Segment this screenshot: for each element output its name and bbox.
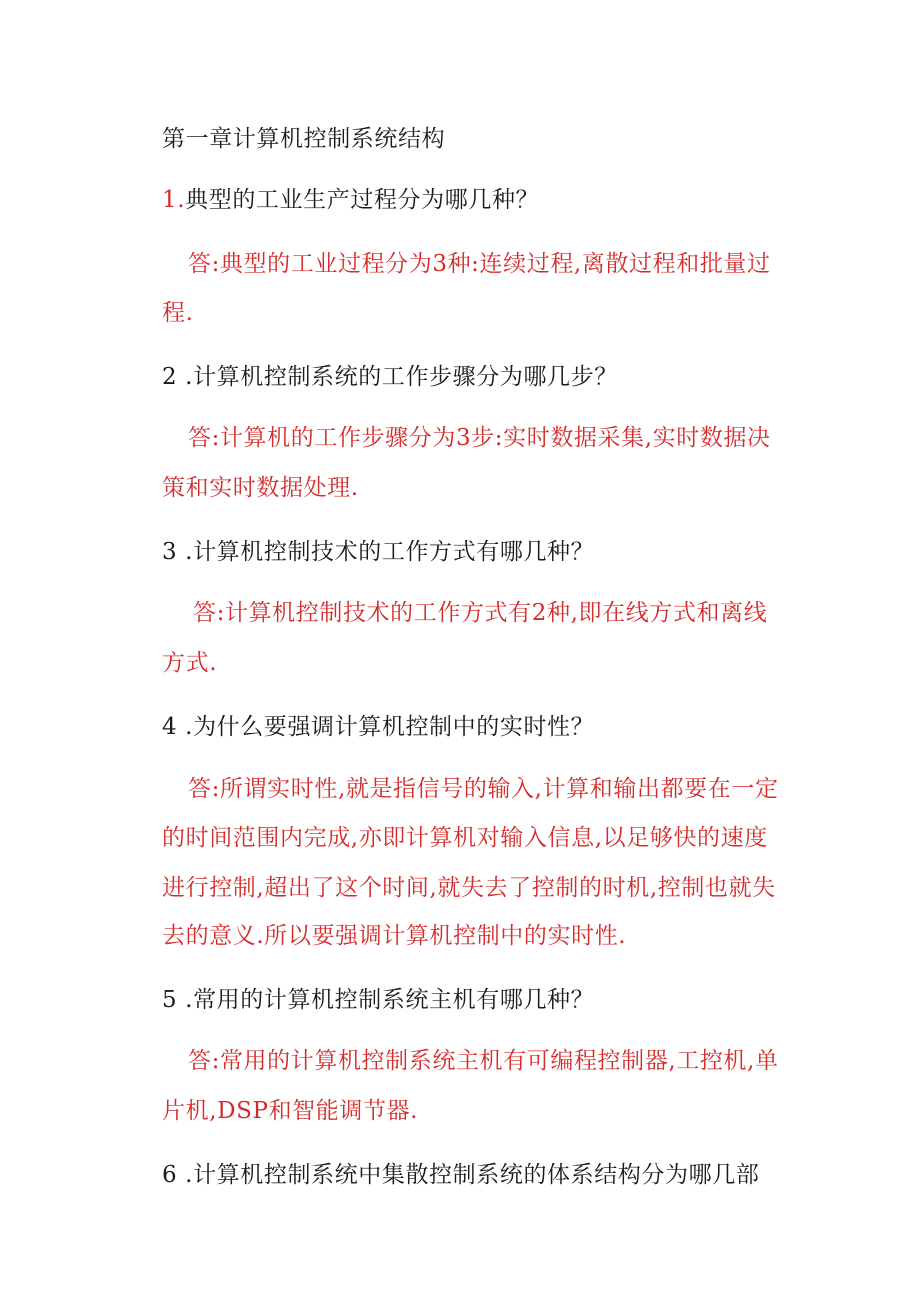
question-text: 常用的计算机控制系统主机有哪几种？ <box>193 987 595 1013</box>
question-number: 1. <box>162 187 186 213</box>
answer-4-line-1: 答:所谓实时性,就是指信号的输入,计算和输出都要在一定 <box>188 776 779 802</box>
question-text: 计算机控制系统的工作步骤分为哪几步？ <box>193 364 618 390</box>
answer-5-line-1: 答:常用的计算机控制系统主机有可编程控制器,工控机,单 <box>188 1048 779 1074</box>
question-1 <box>162 185 539 215</box>
chapter-title: 第一章计算机控制系统结构 <box>162 126 446 152</box>
answer-4-line-3: 进行控制,超出了这个时间,就失去了控制的时机,控制也就失 <box>162 875 776 901</box>
answer-3-line-2: 方式. <box>162 650 218 676</box>
question-number: 4 . <box>162 714 194 740</box>
question-5 <box>162 985 594 1015</box>
question-4 <box>162 712 594 742</box>
question-3 <box>162 537 594 567</box>
answer-4-line-2: 的时间范围内完成,亦即计算机对输入信息,以足够快的速度 <box>162 825 768 851</box>
question-text: 为什么要强调计算机控制中的实时性？ <box>193 714 595 740</box>
answer-2-line-1: 答:计算机的工作步骤分为3步:实时数据采集,实时数据决 <box>188 425 771 451</box>
answer-2-line-2: 策和实时数据处理. <box>162 475 359 501</box>
answer-1-line-2: 程. <box>162 300 194 326</box>
question-text: 计算机控制系统中集散控制系统的体系结构分为哪几部 <box>193 1162 760 1188</box>
question-text: 计算机控制技术的工作方式有哪几种？ <box>193 539 595 565</box>
question-number: 3 . <box>162 539 194 565</box>
question-6 <box>162 1160 759 1190</box>
question-number: 5 . <box>162 987 194 1013</box>
answer-1-line-1: 答:典型的工业过程分为3种:连续过程,离散过程和批量过 <box>188 251 771 277</box>
question-number: 6 . <box>162 1162 194 1188</box>
question-text: 典型的工业生产过程分为哪几种？ <box>185 187 540 213</box>
answer-4-line-4: 去的意义.所以要强调计算机控制中的实时性. <box>162 923 627 949</box>
answer-5-line-2: 片机,DSP和智能调节器. <box>162 1098 419 1124</box>
question-number: 2 . <box>162 364 194 390</box>
answer-3-line-1: 答:计算机控制技术的工作方式有2种,即在线方式和离线 <box>193 600 768 626</box>
question-2 <box>162 362 618 392</box>
